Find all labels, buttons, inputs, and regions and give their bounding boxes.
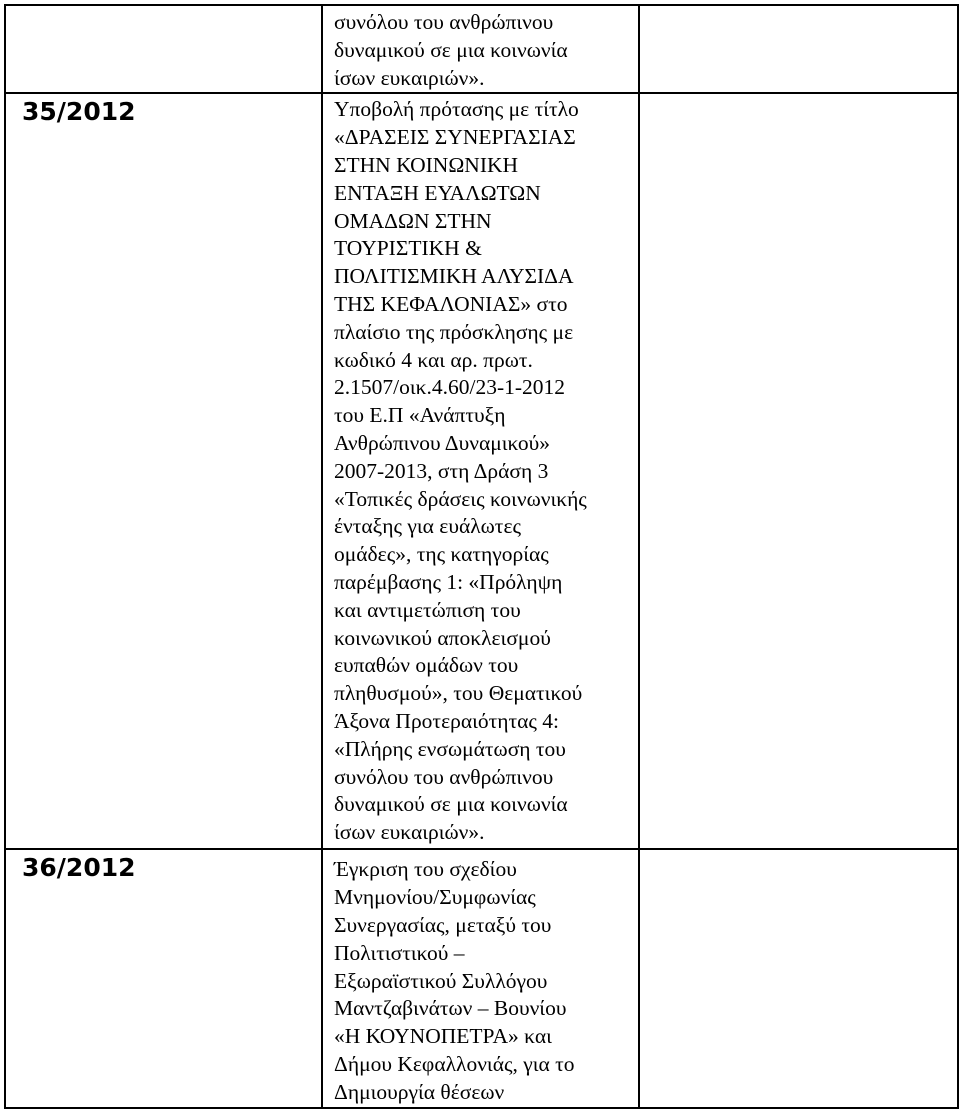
notes-cell — [639, 93, 958, 849]
decision-description-cell — [322, 849, 639, 1107]
decision-description: Έγκριση του σχεδίου Μνημονίου/Συμφωνίας Συνεργασίας, μεταξύ του Πολιτιστικού – Εξωραϊστικού Συλλόγου Μαντζαβινάτων – Βουνίου «Η ΚΟΥΝΟΠΕΤΡΑ» και Δήμου Κεφαλλονιάς, για το Δημιουργία θέσεων — [334, 857, 575, 1104]
decisions-table — [4, 4, 959, 1109]
decision-number — [6, 6, 321, 10]
notes-cell — [639, 849, 958, 1107]
decision-number-cell — [5, 849, 322, 1107]
decision-description-cell — [322, 5, 639, 93]
decision-number: 36/2012 — [22, 853, 136, 883]
decision-description: συνόλου του ανθρώπινου δυναμικού σε μια κοινωνία ίσων ευκαιριών». — [334, 10, 568, 90]
table-row — [5, 849, 958, 1107]
decision-description: Υποβολή πρότασης με τίτλο «ΔΡΑΣΕΙΣ ΣΥΝΕΡΓΑΣΙΑΣ ΣΤΗΝ ΚΟΙΝΩΝΙΚΗ ΕΝΤΑΞΗ ΕΥΑΛΩΤΩΝ ΟΜΑΔΩΝ ΣΤΗΝ ΤΟΥΡΙΣΤΙΚΗ & ΠΟΛΙΤΙΣΜΙΚΗ ΑΛΥΣΙΔΑ ΤΗΣ ΚΕΦΑΛΟΝΙΑΣ» στο πλαίσιο της πρόσκλησης με κωδικό 4 και αρ. πρωτ. 2.1507/οικ.4.60/23-1-2012 του Ε.Π «Ανάπτυξη Ανθρώπινου Δυναμικού» 2007-2013, στη Δράση 3 «Τοπικές δράσεις κοινωνικής ένταξης για ευάλωτες ομάδες», της κατηγορίας παρέμβασης 1: «Πρόληψη και αντιμετώπιση του κοινωνικού αποκλεισμού ευπαθών ομάδων του πληθυσμού», του Θεματικού Άξονα Προτεραιότητας 4: «Πλήρης ενσωμάτωση του συνόλου του ανθρώπινου δυναμικού σε μια κοινωνία ίσων ευκαιριών». — [334, 97, 587, 845]
table-row — [5, 93, 958, 849]
decision-number-cell — [5, 5, 322, 93]
notes-cell — [639, 5, 958, 93]
decision-number: 35/2012 — [22, 97, 136, 127]
decision-description-cell — [322, 93, 639, 849]
table-row — [5, 5, 958, 93]
decision-number-cell — [5, 93, 322, 849]
